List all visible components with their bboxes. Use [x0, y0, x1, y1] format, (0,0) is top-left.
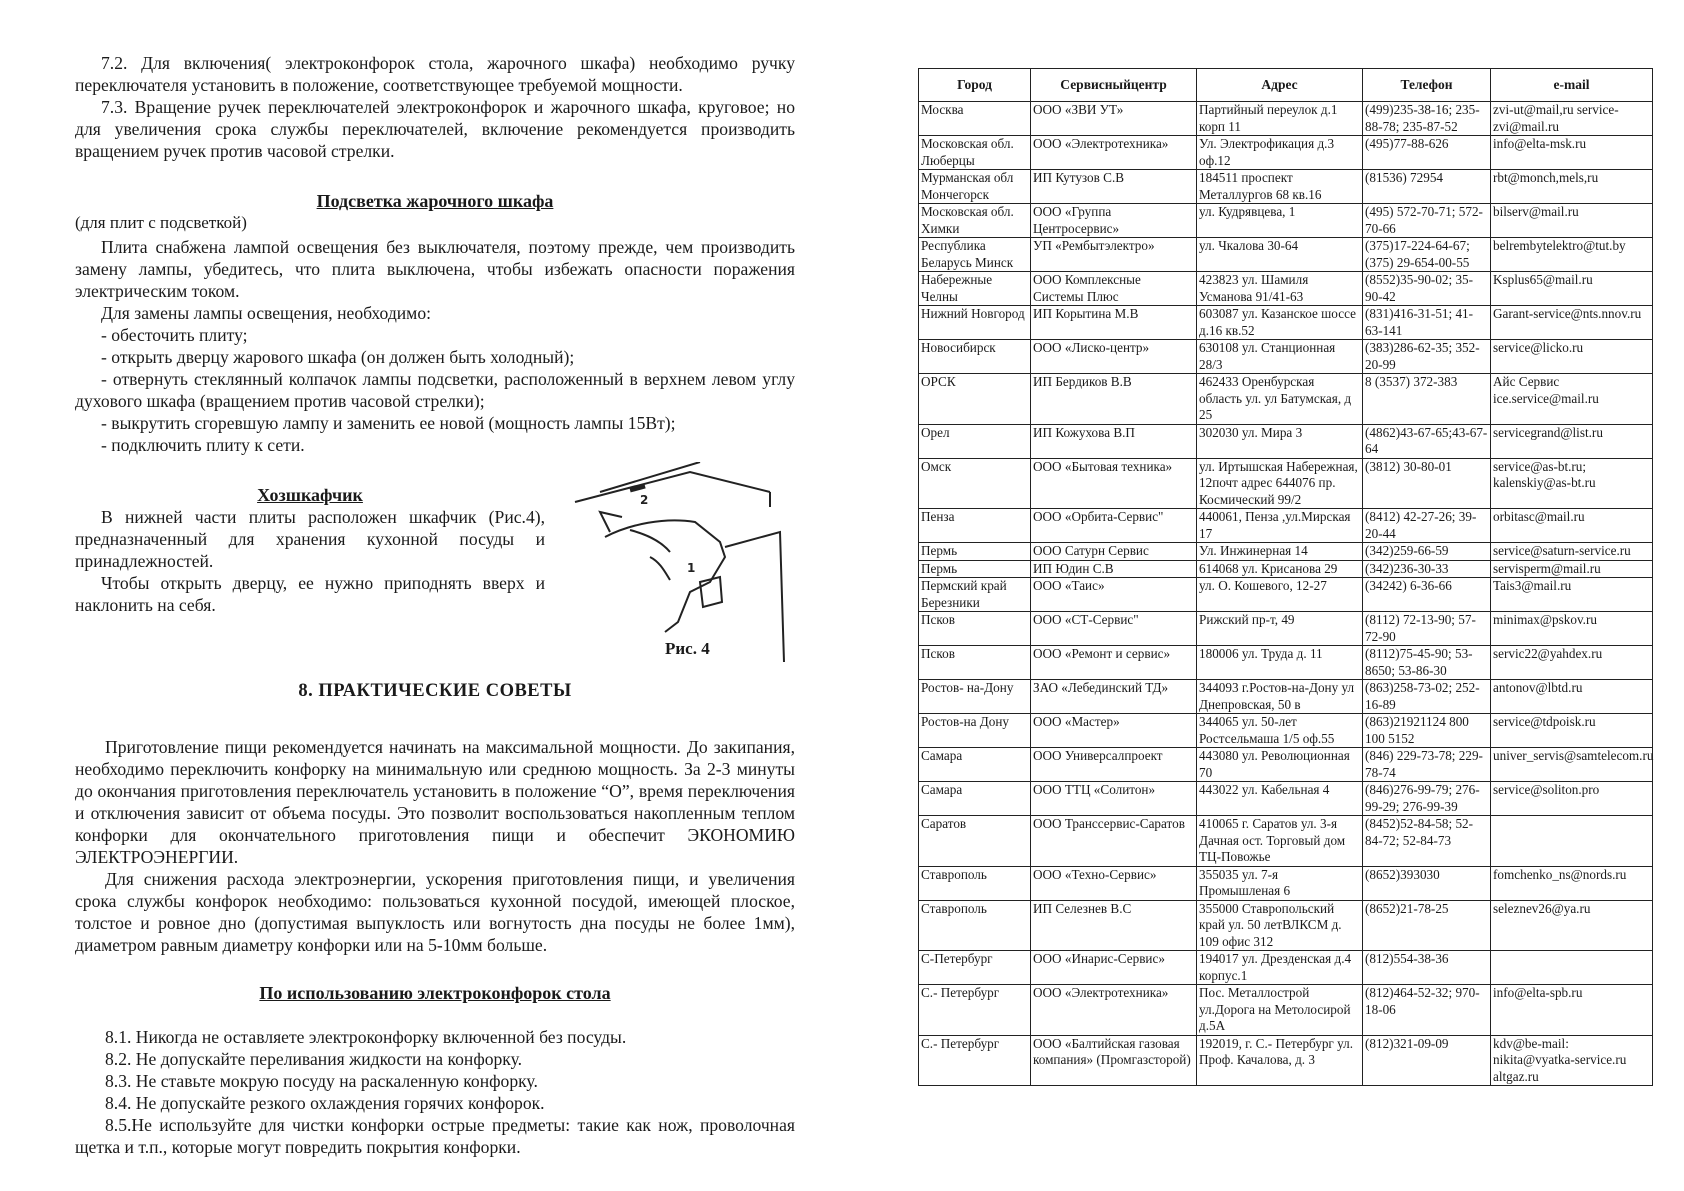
service-center-cell: ООО «Мастер»	[1031, 714, 1197, 748]
service-center-cell: ООО ТТЦ «Солитон»	[1031, 782, 1197, 816]
service-center-cell: ООО «Лиско-центр»	[1031, 340, 1197, 374]
address-cell: 603087 ул. Казанское шоссе д.16 кв.52	[1197, 306, 1363, 340]
service-center-cell: ООО «Орбита-Сервис"	[1031, 509, 1197, 543]
service-center-cell: ИП Юдин С.В	[1031, 560, 1197, 578]
address-cell: 344093 г.Ростов-на-Дону ул Днепровская, 50 в	[1197, 680, 1363, 714]
service-center-cell: ООО Универсалпроект	[1031, 748, 1197, 782]
column-header-service-center: Сервисныйцентр	[1031, 69, 1197, 102]
city-cell: Пермский край Березники	[919, 578, 1031, 612]
address-cell: Ул. Электрофикация д.3 оф.12	[1197, 136, 1363, 170]
table-row	[919, 204, 1653, 238]
cabinet-door-illustration	[570, 462, 792, 667]
email-cell: Ksplus65@mail.ru	[1491, 272, 1653, 306]
email-cell: Garant-service@nts.nnov.ru	[1491, 306, 1653, 340]
table-row	[919, 578, 1653, 612]
phone-cell: (8412) 42-27-26; 39-20-44	[1363, 509, 1491, 543]
email-cell: Айс Сервис ice.service@mail.ru	[1491, 374, 1653, 425]
phone-cell: (8552)35-90-02; 35-90-42	[1363, 272, 1491, 306]
table-row	[919, 509, 1653, 543]
email-cell: servisperm@mail.ru	[1491, 560, 1653, 578]
usage-heading: По использованию электроконфорок стола	[259, 983, 611, 1003]
service-center-cell: ИП Кожухова В.П	[1031, 424, 1197, 458]
table-row	[919, 1035, 1653, 1086]
phone-cell: (342)259-66-59	[1363, 543, 1491, 561]
cabinet-section	[75, 484, 795, 660]
address-cell: 440061, Пенза ,ул.Мирская 17	[1197, 509, 1363, 543]
email-cell	[1491, 816, 1653, 867]
service-center-cell: ООО «Электротехника»	[1031, 985, 1197, 1036]
table-body	[919, 102, 1653, 1086]
city-cell: С.- Петербург	[919, 985, 1031, 1036]
email-cell: kdv@be-mail: nikita@vyatka-service.ru altgaz.ru	[1491, 1035, 1653, 1086]
service-center-cell: ООО «Электротехника»	[1031, 136, 1197, 170]
phone-cell: (383)286-62-35; 352-20-99	[1363, 340, 1491, 374]
email-cell: service@saturn-service.ru	[1491, 543, 1653, 561]
address-cell: 344065 ул. 50-лет Ростсельмаша 1/5 оф.55	[1197, 714, 1363, 748]
email-cell: service@licko.ru	[1491, 340, 1653, 374]
lamp-heading: Подсветка жарочного шкафа	[316, 191, 554, 211]
city-cell: Пенза	[919, 509, 1031, 543]
svg-text:1: 1	[687, 561, 696, 575]
service-center-cell: ООО «СТ-Сервис"	[1031, 612, 1197, 646]
phone-cell: (812)321-09-09	[1363, 1035, 1491, 1086]
city-cell: С.- Петербург	[919, 1035, 1031, 1086]
service-center-cell: ООО «Таис»	[1031, 578, 1197, 612]
city-cell: Пермь	[919, 543, 1031, 561]
email-cell	[1491, 951, 1653, 985]
email-cell: rbt@monch,mels,ru	[1491, 170, 1653, 204]
city-cell: Ростов- на-Дону	[919, 680, 1031, 714]
figure-caption: Рис. 4	[665, 639, 710, 658]
city-cell: Набережные Челны	[919, 272, 1031, 306]
column-header-address: Адрес	[1197, 69, 1363, 102]
address-cell: 630108 ул. Станционная 28/3	[1197, 340, 1363, 374]
table-row	[919, 560, 1653, 578]
section-8-title: 8. ПРАКТИЧЕСКИЕ СОВЕТЫ	[298, 681, 572, 701]
column-header-city: Город	[919, 69, 1031, 102]
lamp-subheading: (для плит с подсветкой)	[75, 213, 247, 232]
address-cell: 614068 ул. Крисанова 29	[1197, 560, 1363, 578]
paragraph-7-3: 7.3. Вращение ручек переключателей электроконфорок и жарочного шкафа, круговое; но для увеличения срока службы переключателей, включение рекомендуется производить вращением ручек против часовой стрелки.	[75, 97, 795, 161]
table-row	[919, 458, 1653, 509]
lamp-paragraph-1: Плита снабжена лампой освещения без выключателя, поэтому прежде, чем производить замену лампы, убедитесь, что плита выключена, чтобы избежать опасности поражения электрическим током.	[75, 237, 795, 301]
service-center-cell: ООО «Балтийская газовая компания» (Промгазсторой)	[1031, 1035, 1197, 1086]
address-cell: 423823 ул. Шамиля Усманова 91/41-63	[1197, 272, 1363, 306]
phone-cell: (495)77-88-626	[1363, 136, 1491, 170]
table-row	[919, 374, 1653, 425]
address-cell: Партийный переулок д.1 корп 11	[1197, 102, 1363, 136]
email-cell: service@tdpoisk.ru	[1491, 714, 1653, 748]
phone-cell: (8112)75-45-90; 53-8650; 53-86-30	[1363, 646, 1491, 680]
address-cell: 410065 г. Саратов ул. 3-я Дачная ост. Торговый дом ТЦ-Повожье	[1197, 816, 1363, 867]
city-cell: ОРСК	[919, 374, 1031, 425]
phone-cell: (812)554-38-36	[1363, 951, 1491, 985]
address-cell: 443080 ул. Революционная 70	[1197, 748, 1363, 782]
phone-cell: 8 (3537) 372-383	[1363, 374, 1491, 425]
table-row	[919, 646, 1653, 680]
phone-cell: (499)235-38-16; 235-88-78; 235-87-52	[1363, 102, 1491, 136]
rule-item: 8.3. Не ставьте мокрую посуду на раскаленную конфорку.	[105, 1071, 538, 1091]
service-center-cell: ООО Транссервис-Саратов	[1031, 816, 1197, 867]
phone-cell: (812)464-52-32; 970-18-06	[1363, 985, 1491, 1036]
email-cell: minimax@pskov.ru	[1491, 612, 1653, 646]
phone-cell: (8112) 72-13-90; 57-72-90	[1363, 612, 1491, 646]
address-cell: 355000 Ставропольский край ул. 50 летВЛКСМ д. 109 офис 312	[1197, 900, 1363, 951]
email-cell: servicegrand@list.ru	[1491, 424, 1653, 458]
service-centers-page	[918, 68, 1652, 1086]
address-cell: 443022 ул. Кабельная 4	[1197, 782, 1363, 816]
address-cell: 180006 ул. Труда д. 11	[1197, 646, 1363, 680]
lamp-step: - выкрутить сгоревшую лампу и заменить ее новой (мощность лампы 15Вт);	[101, 413, 676, 433]
email-cell: univer_servis@samtelecom.ru	[1491, 748, 1653, 782]
city-cell: Ростов-на Дону	[919, 714, 1031, 748]
table-row	[919, 782, 1653, 816]
city-cell: Псков	[919, 612, 1031, 646]
paragraph-7-2: 7.2. Для включения( электроконфорок стола, жарочного шкафа) необходимо ручку переключателя установить в положение, соответствующее требуемой мощности.	[75, 53, 795, 95]
email-cell: bilserv@mail.ru	[1491, 204, 1653, 238]
table-row	[919, 238, 1653, 272]
city-cell: Ставрополь	[919, 900, 1031, 951]
service-center-cell: ООО «Техно-Сервис»	[1031, 866, 1197, 900]
service-center-cell: ООО «Инарис-Сервис»	[1031, 951, 1197, 985]
city-cell: Орел	[919, 424, 1031, 458]
address-cell: ул. Иртышская Набережная, 12почт адрес 644076 пр. Космический 99/2	[1197, 458, 1363, 509]
rule-item: 8.2. Не допускайте переливания жидкости на конфорку.	[105, 1049, 523, 1069]
phone-cell: (846)276-99-79; 276-99-29; 276-99-39	[1363, 782, 1491, 816]
table-row	[919, 612, 1653, 646]
table-row	[919, 136, 1653, 170]
address-cell: 192019, г. С.- Петербург ул. Проф. Качалова, д. 3	[1197, 1035, 1363, 1086]
address-cell: 355035 ул. 7-я Промышленая 6	[1197, 866, 1363, 900]
lamp-step: - подключить плиту к сети.	[101, 435, 305, 455]
city-cell: Самара	[919, 748, 1031, 782]
email-cell: Tais3@mail.ru	[1491, 578, 1653, 612]
phone-cell: (863)258-73-02; 252-16-89	[1363, 680, 1491, 714]
column-header-email: e-mail	[1491, 69, 1653, 102]
city-cell: Пермь	[919, 560, 1031, 578]
table-row	[919, 951, 1653, 985]
city-cell: Мурманская обл Мончегорск	[919, 170, 1031, 204]
table-row	[919, 748, 1653, 782]
rules-list	[75, 1026, 795, 1158]
phone-cell: (342)236-30-33	[1363, 560, 1491, 578]
table-row	[919, 866, 1653, 900]
email-cell: orbitasc@mail.ru	[1491, 509, 1653, 543]
service-center-cell: УП «Рембытэлектро»	[1031, 238, 1197, 272]
service-center-cell: ИП Бердиков В.В	[1031, 374, 1197, 425]
phone-cell: (3812) 30-80-01	[1363, 458, 1491, 509]
lamp-step: - открыть дверцу жарового шкафа (он должен быть холодный);	[101, 347, 575, 367]
rule-item: 8.5.Не используйте для чистки конфорки острые предметы: такие как нож, проволочная щетка и т.п., которые могут повредить покрытия конфорки.	[75, 1115, 795, 1157]
phone-cell: (8652)393030	[1363, 866, 1491, 900]
service-center-cell: ЗАО «Лебединский ТД»	[1031, 680, 1197, 714]
phone-cell: (4862)43-67-65;43-67-64	[1363, 424, 1491, 458]
phone-cell: (8652)21-78-25	[1363, 900, 1491, 951]
tips-paragraph-2: Для снижения расхода электроэнергии, ускорения приготовления пищи, и увеличения срока службы конфорок необходимо: пользоваться кухонной посудой, имеющей плоское, толстое и ровное дно (допустимая выпуклость или вогнутость дна посуды не более 1мм), диаметром равным диаметру конфорки или на 5-10мм больше.	[75, 869, 795, 955]
rule-item: 8.1. Никогда не оставляете электроконфорку включенной без посуды.	[105, 1027, 627, 1047]
service-center-cell: ООО Сатурн Сервис	[1031, 543, 1197, 561]
table-row	[919, 816, 1653, 867]
address-cell: Рижский пр-т, 49	[1197, 612, 1363, 646]
table-row	[919, 985, 1653, 1036]
phone-cell: (34242) 6-36-66	[1363, 578, 1491, 612]
city-cell: Москва	[919, 102, 1031, 136]
city-cell: Омск	[919, 458, 1031, 509]
email-cell: fomchenko_ns@nords.ru	[1491, 866, 1653, 900]
service-center-cell: ООО «Бытовая техника»	[1031, 458, 1197, 509]
city-cell: Ставрополь	[919, 866, 1031, 900]
phone-cell: (831)416-31-51; 41-63-141	[1363, 306, 1491, 340]
address-cell: Пос. Металлострой ул.Дорога на Метолосирой д.5А	[1197, 985, 1363, 1036]
email-cell: seleznev26@ya.ru	[1491, 900, 1653, 951]
table-row	[919, 272, 1653, 306]
service-center-cell: ИП Селезнев В.С	[1031, 900, 1197, 951]
table-row	[919, 900, 1653, 951]
lamp-step: - отвернуть стеклянный колпачок лампы подсветки, расположенный в верхнем левом углу духового шкафа (вращением против часовой стрелки);	[75, 369, 795, 411]
address-cell: ул. О. Кошевого, 12-27	[1197, 578, 1363, 612]
table-header-row	[919, 69, 1653, 102]
address-cell: 302030 ул. Мира 3	[1197, 424, 1363, 458]
email-cell: service@as-bt.ru; kalenskiy@as-bt.ru	[1491, 458, 1653, 509]
table-row	[919, 306, 1653, 340]
phone-cell: (81536) 72954	[1363, 170, 1491, 204]
phone-cell: (863)21921124 800 100 5152	[1363, 714, 1491, 748]
email-cell: antonov@lbtd.ru	[1491, 680, 1653, 714]
service-center-cell: ООО «Группа Центросервис»	[1031, 204, 1197, 238]
tips-paragraph-1: Приготовление пищи рекомендуется начинать на максимальной мощности. До закипания, необходимо переключить конфорку на минимальную или среднюю мощность. За 2-3 минуты до окончания приготовления переключатель установить в положение “О”, время переключения и отключения зависит от объема посуды. Это позволит воспользоваться накопленным теплом конфорки для окончательного приготовления пищи и обеспечит ЭКОНОМИЮ ЭЛЕКТРОЭНЕРГИИ.	[75, 737, 795, 867]
email-cell: zvi-ut@mail,ru service-zvi@mail.ru	[1491, 102, 1653, 136]
svg-text:2: 2	[640, 493, 649, 507]
city-cell: Самара	[919, 782, 1031, 816]
service-center-cell: ООО «ЗВИ УТ»	[1031, 102, 1197, 136]
instructions-page	[75, 52, 795, 1158]
email-cell: info@elta-spb.ru	[1491, 985, 1653, 1036]
city-cell: Новосибирск	[919, 340, 1031, 374]
address-cell: 184511 проспект Металлургов 68 кв.16	[1197, 170, 1363, 204]
tips-section	[75, 736, 795, 956]
column-header-phone: Телефон	[1363, 69, 1491, 102]
service-center-cell: ИП Кутузов С.В	[1031, 170, 1197, 204]
table-row	[919, 102, 1653, 136]
address-cell: Ул. Инжинерная 14	[1197, 543, 1363, 561]
city-cell: С-Петербург	[919, 951, 1031, 985]
rule-item: 8.4. Не допускайте резкого охлаждения горячих конфорок.	[105, 1093, 545, 1113]
lamp-step: - обесточить плиту;	[101, 325, 248, 345]
email-cell: service@soliton.pro	[1491, 782, 1653, 816]
service-center-cell: ООО «Ремонт и сервис»	[1031, 646, 1197, 680]
table-row	[919, 543, 1653, 561]
service-center-cell: ИП Корытина М.В	[1031, 306, 1197, 340]
service-center-cell: ООО Комплексные Системы Плюс	[1031, 272, 1197, 306]
cabinet-paragraph-2: Чтобы открыть дверцу, ее нужно приподнять вверх и наклонить на себя.	[75, 573, 545, 615]
address-cell: ул. Кудрявцева, 1	[1197, 204, 1363, 238]
email-cell: info@elta-msk.ru	[1491, 136, 1653, 170]
city-cell: Республика Беларусь Минск	[919, 238, 1031, 272]
table-row	[919, 680, 1653, 714]
service-centers-table	[918, 68, 1653, 1086]
phone-cell: (8452)52-84-58; 52-84-72; 52-84-73	[1363, 816, 1491, 867]
city-cell: Московская обл. Люберцы	[919, 136, 1031, 170]
table-row	[919, 714, 1653, 748]
phone-cell: (846) 229-73-78; 229-78-74	[1363, 748, 1491, 782]
email-cell: servic22@yahdex.ru	[1491, 646, 1653, 680]
city-cell: Нижний Новгород	[919, 306, 1031, 340]
city-cell: Московская обл. Химки	[919, 204, 1031, 238]
city-cell: Псков	[919, 646, 1031, 680]
lamp-paragraph-2: Для замены лампы освещения, необходимо:	[101, 303, 432, 323]
table-row	[919, 424, 1653, 458]
address-cell: ул. Чкалова 30-64	[1197, 238, 1363, 272]
address-cell: 462433 Оренбурская область ул. ул Батумская, д 25	[1197, 374, 1363, 425]
phone-cell: (375)17-224-64-67; (375) 29-654-00-55	[1363, 238, 1491, 272]
cabinet-heading: Хозшкафчик	[257, 485, 363, 505]
email-cell: belrembytelektro@tut.by	[1491, 238, 1653, 272]
phone-cell: (495) 572-70-71; 572-70-66	[1363, 204, 1491, 238]
table-row	[919, 340, 1653, 374]
table-row	[919, 170, 1653, 204]
address-cell: 194017 ул. Дрезденская д.4 корпус.1	[1197, 951, 1363, 985]
cabinet-paragraph-1: В нижней части плиты расположен шкафчик (Рис.4), предназначенный для хранения кухонной посуды и принадлежностей.	[75, 507, 545, 571]
city-cell: Саратов	[919, 816, 1031, 867]
